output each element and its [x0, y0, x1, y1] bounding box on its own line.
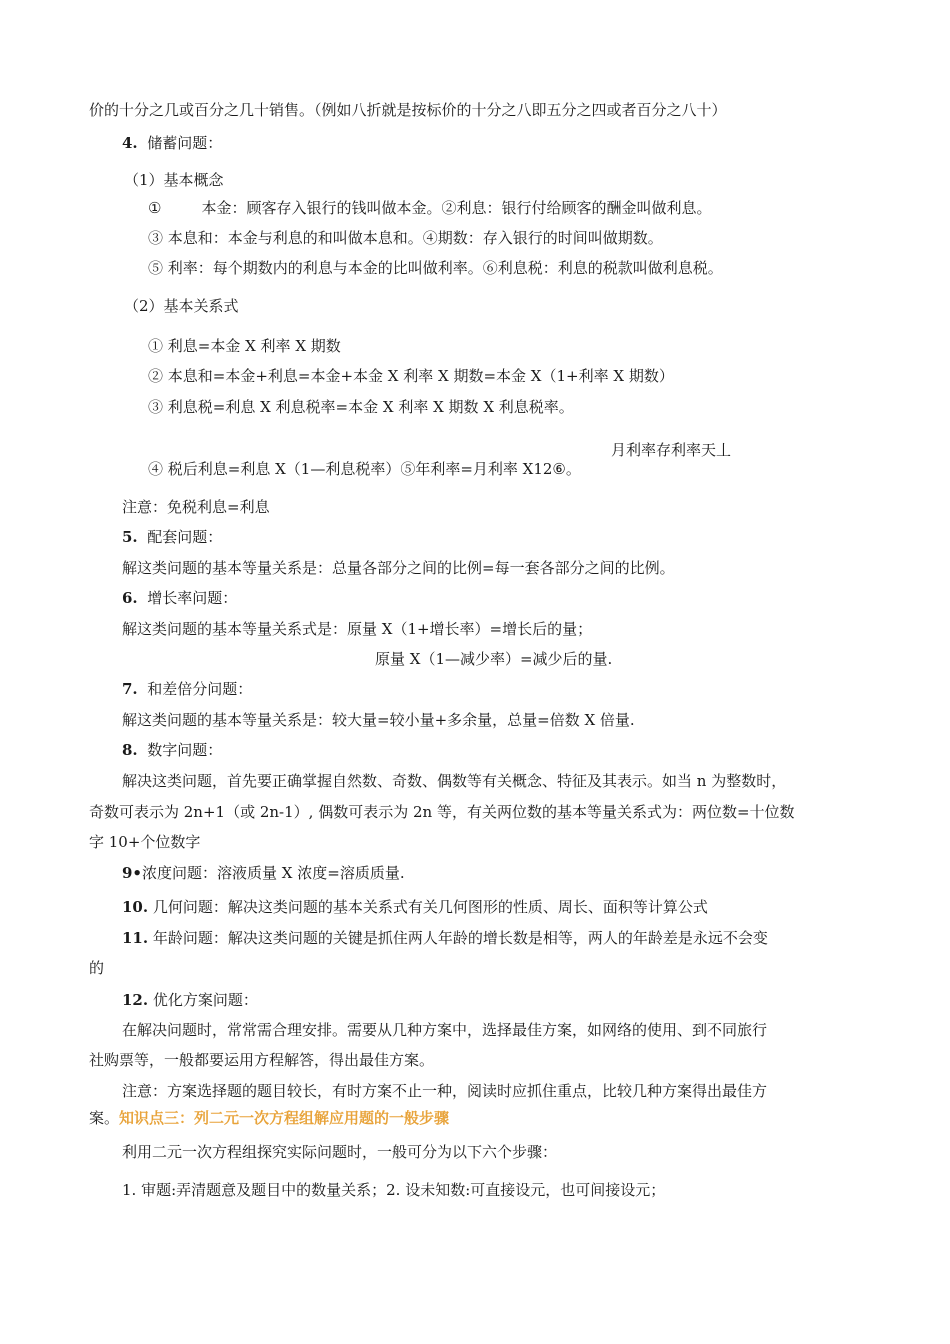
section-heading-10 [122, 897, 708, 917]
knowledge-point-heading: 知识点三：列二元一次方程组解应用题的一般步骤 [119, 1109, 450, 1127]
text-line: ③ 本息和：本金与利息的和叫做本息和。④期数：存入银行的时间叫做期数。 [148, 229, 663, 247]
section-number: 7. [122, 680, 138, 698]
subheading-basic-concepts: （1）基本概念 [124, 171, 224, 189]
formula-line: ③ 利息税=利息 X 利息税率=本金 X 利率 X 期数 X 利息税率。 [148, 398, 574, 416]
section-title: 浓度问题：溶液质量 X 浓度=溶质质量. [142, 864, 405, 882]
section-title: 数字问题： [147, 741, 223, 759]
text-line: 在解决问题时，常常需合理安排。需要从几种方案中，选择最佳方案，如网络的使用、到不同旅行 [122, 1021, 768, 1039]
section-title: 和差倍分问题： [147, 680, 253, 698]
section-number: 4. [122, 134, 138, 152]
text-line: 社购票等，一般都要运用方程解答，得出最佳方案。 [89, 1051, 435, 1069]
section-heading-6 [122, 588, 237, 608]
section-title: 优化方案问题： [152, 991, 258, 1009]
section-number: 6. [122, 589, 138, 607]
section-heading-8 [122, 740, 222, 760]
formula-line: ④ 税后利息=利息 X（1—利息税率）⑤年利率=月利率 X12⑥。 [148, 460, 581, 478]
text-line: 原量 X（1—减少率）=减少后的量. [375, 650, 613, 668]
section-heading-12 [122, 990, 258, 1010]
section-number: 5. [122, 528, 138, 546]
step-line: 1. 审题:弄清题意及题目中的数量关系；2. 设未知数:可直接设元，也可间接设元； [122, 1181, 666, 1199]
text-line: 解这类问题的基本等量关系是：较大量=较小量+多余量，总量=倍数 X 倍量. [122, 711, 635, 729]
definition-text: 本金：顾客存入银行的钱叫做本金。②利息：银行付给顾客的酬金叫做利息。 [201, 199, 712, 217]
section-heading-4 [122, 133, 222, 153]
text-line: 奇数可表示为 2n+1（或 2n-1）, 偶数可表示为 2n 等，有关两位数的基本等量关系式为：两位数=十位数 [89, 803, 795, 821]
section-title: 增长率问题： [147, 589, 238, 607]
circle-number: ① [148, 199, 162, 217]
text-line: 价的十分之几或百分之几十销售。（例如八折就是按标价的十分之八即五分之四或者百分之八十） [89, 101, 727, 119]
section-title: 几何问题：解决这类问题的基本关系式有关几何图形的性质、周长、面积等计算公式 [152, 898, 708, 916]
section-heading-7 [122, 679, 252, 699]
text-line: 字 10+个位数字 [89, 833, 201, 851]
formula-line: ① 利息=本金 X 利率 X 期数 [148, 337, 341, 355]
section-number: 9• [122, 864, 143, 882]
note-line: 注意：免税利息=利息 [122, 498, 270, 516]
section-title: 年龄问题：解决这类问题的关键是抓住两人年龄的增长数是相等，两人的年龄差是永远不会变 [152, 929, 768, 947]
text-line [148, 198, 711, 218]
section-heading-11 [122, 928, 768, 948]
section-heading-5 [122, 527, 222, 547]
text-line: 利用二元一次方程组探究实际问题时，一般可分为以下六个步骤： [122, 1143, 558, 1161]
text-line [89, 1108, 449, 1128]
section-number: 12. [122, 991, 149, 1009]
section-number: 10. [122, 898, 149, 916]
section-title: 配套问题： [147, 528, 223, 546]
text-line: 解决这类问题，首先要正确掌握自然数、奇数、偶数等有关概念、特征及其表示。如当 n 为整数时， [122, 772, 787, 790]
text-line: ⑤ 利率：每个期数内的利息与本金的比叫做利率。⑥利息税：利息的税款叫做利息税。 [148, 259, 723, 277]
text-line: 解这类问题的基本等量关系是：总量各部分之间的比例=每一套各部分之间的比例。 [122, 559, 675, 577]
floating-annotation: 月利率存利率天丄 [611, 441, 732, 459]
subheading-basic-relations: （2）基本关系式 [124, 297, 239, 315]
text-line: 的 [89, 959, 105, 977]
section-title: 储蓄问题： [147, 134, 223, 152]
formula-line: ② 本息和=本金+利息=本金+本金 X 利率 X 期数=本金 X（1+利率 X 期数） [148, 367, 674, 385]
text-line: 解这类问题的基本等量关系式是：原量 X（1+增长率）=增长后的量； [122, 620, 593, 638]
text-fragment: 案。 [89, 1109, 120, 1127]
section-number: 8. [122, 741, 138, 759]
note-line: 注意：方案选择题的题目较长，有时方案不止一种，阅读时应抓住重点，比较几种方案得出最佳方 [122, 1082, 768, 1100]
section-heading-9 [122, 863, 405, 883]
section-number: 11. [122, 929, 149, 947]
